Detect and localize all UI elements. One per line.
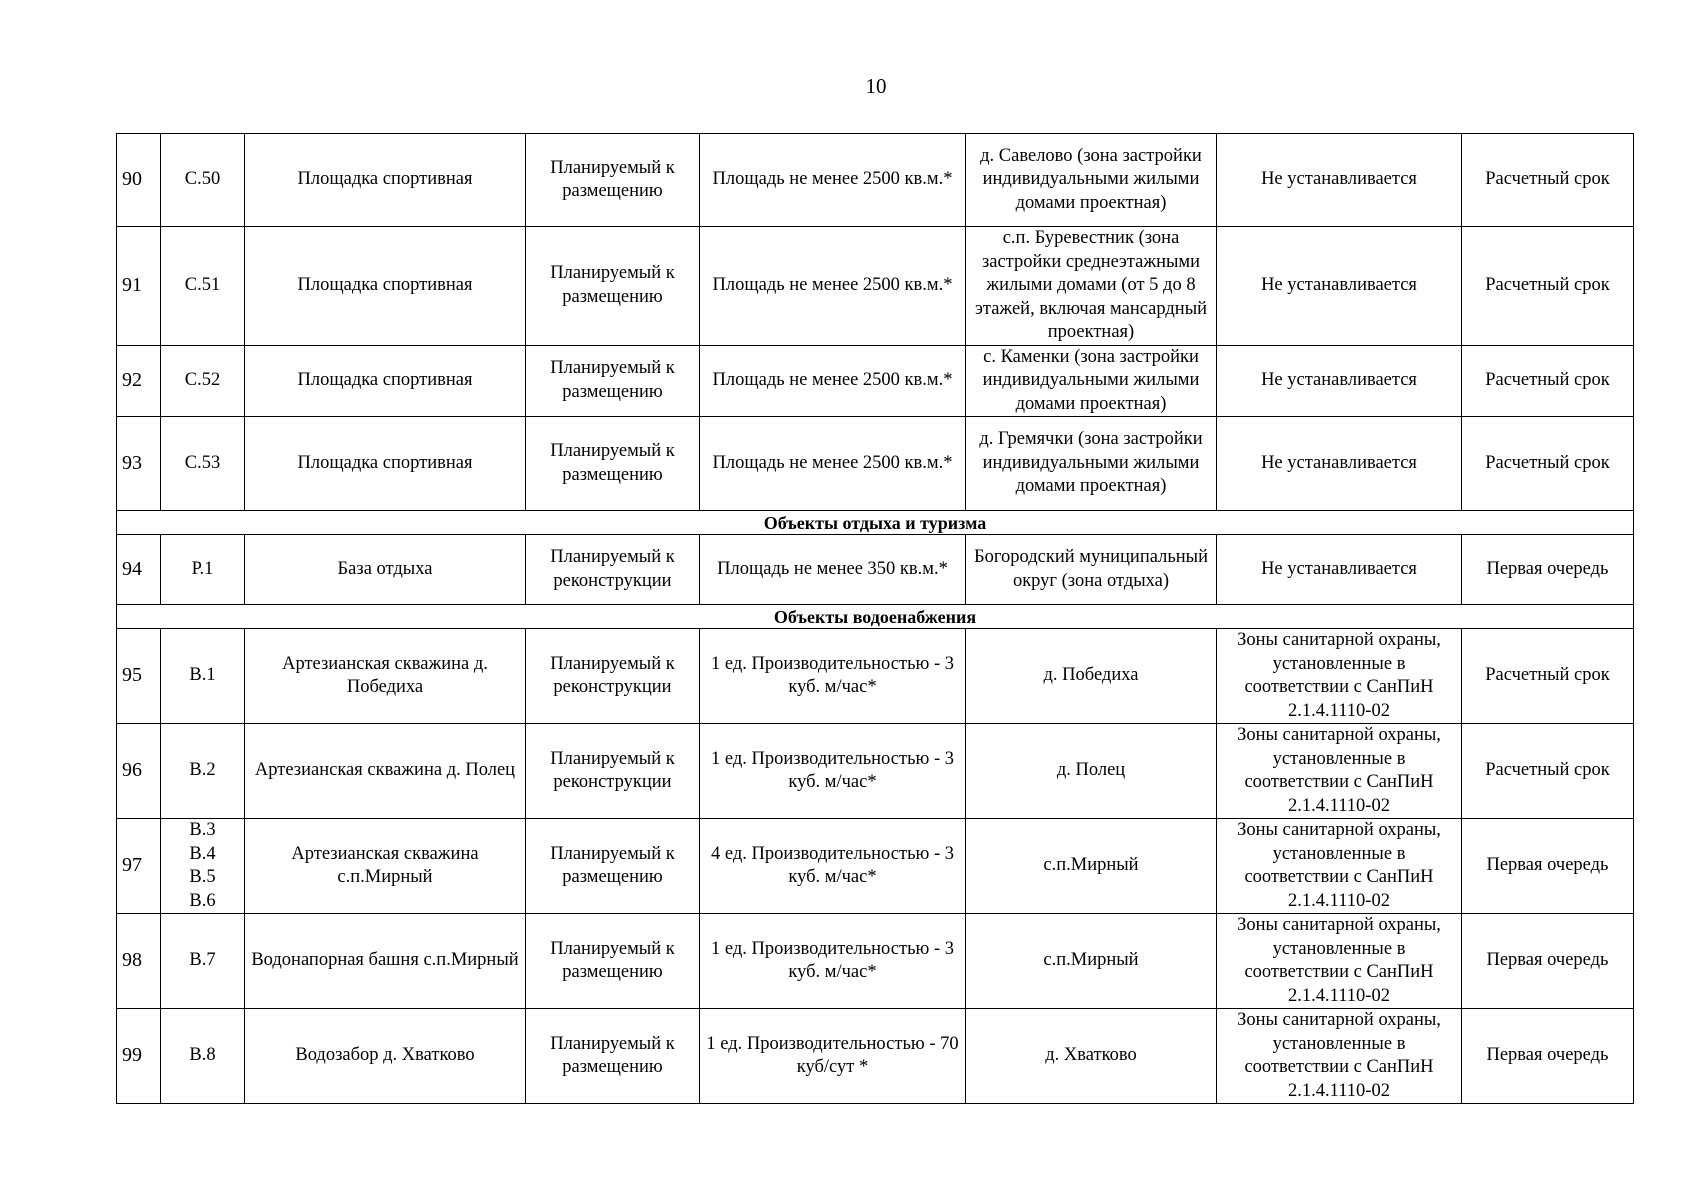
object-code [161,345,245,417]
table-row [117,914,1634,1009]
object-location: с.п. Буревестник (зона застройки среднеэтажными жилыми домами (от 5 до 8 этажей, включая мансардный проектная) [966,227,1217,346]
object-code-line: С.52 [184,370,221,390]
object-location: д. Победиха [966,629,1217,724]
table-row [117,535,1634,605]
object-location: д. Савелово (зона застройки индивидуальными жилыми домами проектная) [966,134,1217,227]
object-zones: Не устанавливается [1217,134,1462,227]
row-number: 92 [117,345,161,417]
object-code [161,535,245,605]
object-code [161,227,245,346]
object-status: Планируемый к размещению [526,1009,700,1104]
object-characteristics: 4 ед. Производительностью - 3 куб. м/час* [700,819,966,914]
row-number: 97 [117,819,161,914]
object-code-line: В.5 [189,867,216,887]
object-term: Расчетный срок [1462,227,1634,346]
object-term: Первая очередь [1462,819,1634,914]
object-name: База отдыха [245,535,526,605]
section-row [117,605,1634,629]
object-location: д. Полец [966,724,1217,819]
object-characteristics: 1 ед. Производительностью - 3 куб. м/час* [700,629,966,724]
object-name: Площадка спортивная [245,417,526,511]
object-code-line: В.7 [189,950,216,971]
row-number: 91 [117,227,161,346]
object-term: Расчетный срок [1462,134,1634,227]
section-row [117,511,1634,535]
object-location: д. Хватково [966,1009,1217,1104]
object-code-line: С.50 [184,169,221,190]
page-number: 10 [865,74,887,98]
object-name: Площадка спортивная [245,227,526,346]
object-term: Первая очередь [1462,535,1634,605]
object-characteristics: Площадь не менее 2500 кв.м.* [700,227,966,346]
object-zones: Зоны санитарной охраны, установленные в соответствии с СанПиН 2.1.4.1110-02 [1217,724,1462,819]
object-name: Площадка спортивная [245,134,526,227]
object-code [161,819,245,914]
object-zones: Не устанавливается [1217,417,1462,511]
object-characteristics: 1 ед. Производительностью - 3 куб. м/час* [700,914,966,1009]
object-characteristics: 1 ед. Производительностью - 70 куб/сут * [700,1009,966,1104]
table-row [117,724,1634,819]
row-number: 96 [117,724,161,819]
object-characteristics: Площадь не менее 2500 кв.м.* [700,345,966,417]
object-zones: Не устанавливается [1217,227,1462,346]
table-row [117,629,1634,724]
object-code-line: В.6 [189,890,216,911]
object-term: Расчетный срок [1462,724,1634,819]
object-term: Первая очередь [1462,914,1634,1009]
object-code-line: В.3 [189,820,216,840]
section-title: Объекты водоенабжения [117,605,1634,629]
row-number: 99 [117,1009,161,1104]
object-code [161,417,245,511]
table-row [117,134,1634,227]
object-status: Планируемый к реконструкции [526,724,700,819]
object-name: Артезианская скважина д. Полец [245,724,526,819]
object-code-line: В.4 [189,843,216,864]
object-location: с.п.Мирный [966,914,1217,1009]
object-status: Планируемый к размещению [526,227,700,346]
object-characteristics: Площадь не менее 2500 кв.м.* [700,417,966,511]
object-code [161,629,245,724]
object-zones: Не устанавливается [1217,535,1462,605]
row-number: 98 [117,914,161,1009]
object-characteristics: 1 ед. Производительностью - 3 куб. м/час* [700,724,966,819]
object-characteristics: Площадь не менее 2500 кв.м.* [700,134,966,227]
object-status: Планируемый к реконструкции [526,535,700,605]
object-location: с.п.Мирный [966,819,1217,914]
object-status: Планируемый к размещению [526,914,700,1009]
object-zones: Зоны санитарной охраны, установленные в соответствии с СанПиН 2.1.4.1110-02 [1217,1009,1462,1104]
table-row [117,227,1634,346]
object-zones: Зоны санитарной охраны, установленные в соответствии с СанПиН 2.1.4.1110-02 [1217,819,1462,914]
object-status: Планируемый к размещению [526,819,700,914]
object-term: Расчетный срок [1462,629,1634,724]
table-row [117,417,1634,511]
object-name: Водонапорная башня с.п.Мирный [245,914,526,1009]
object-term: Первая очередь [1462,1009,1634,1104]
object-code [161,134,245,227]
table-row [117,345,1634,417]
object-name: Площадка спортивная [245,345,526,417]
row-number: 90 [117,134,161,227]
object-code-line: С.53 [184,452,221,473]
object-zones: Зоны санитарной охраны, установленные в соответствии с СанПиН 2.1.4.1110-02 [1217,629,1462,724]
row-number: 93 [117,417,161,511]
object-name: Артезианская скважина с.п.Мирный [245,819,526,914]
object-code [161,914,245,1009]
object-code [161,1009,245,1104]
object-term: Расчетный срок [1462,417,1634,511]
section-title: Объекты отдыха и туризма [117,511,1634,535]
object-location: Богородский муниципальный округ (зона отдыха) [966,535,1217,605]
table-body [117,134,1634,1104]
object-location: д. Гремячки (зона застройки индивидуальными жилыми домами проектная) [966,417,1217,511]
object-code [161,724,245,819]
row-number: 94 [117,535,161,605]
object-location: с. Каменки (зона застройки индивидуальными жилыми домами проектная) [966,345,1217,417]
object-zones: Не устанавливается [1217,345,1462,417]
object-name: Водозабор д. Хватково [245,1009,526,1104]
object-status: Планируемый к размещению [526,417,700,511]
row-number: 95 [117,629,161,724]
object-characteristics: Площадь не менее 350 кв.м.* [700,535,966,605]
object-name: Артезианская скважина д. Победиха [245,629,526,724]
object-zones: Зоны санитарной охраны, установленные в соответствии с СанПиН 2.1.4.1110-02 [1217,914,1462,1009]
table-row [117,819,1634,914]
object-code-line: В.8 [189,1045,216,1066]
object-status: Планируемый к размещению [526,134,700,227]
object-term: Расчетный срок [1462,345,1634,417]
object-code-line: В.1 [189,665,216,686]
table-row [117,1009,1634,1104]
object-code-line: С.51 [184,275,221,295]
objects-table [116,133,1634,1104]
object-code-line: Р.1 [191,558,214,579]
object-code-line: В.2 [189,760,216,781]
object-status: Планируемый к размещению [526,345,700,417]
object-status: Планируемый к реконструкции [526,629,700,724]
